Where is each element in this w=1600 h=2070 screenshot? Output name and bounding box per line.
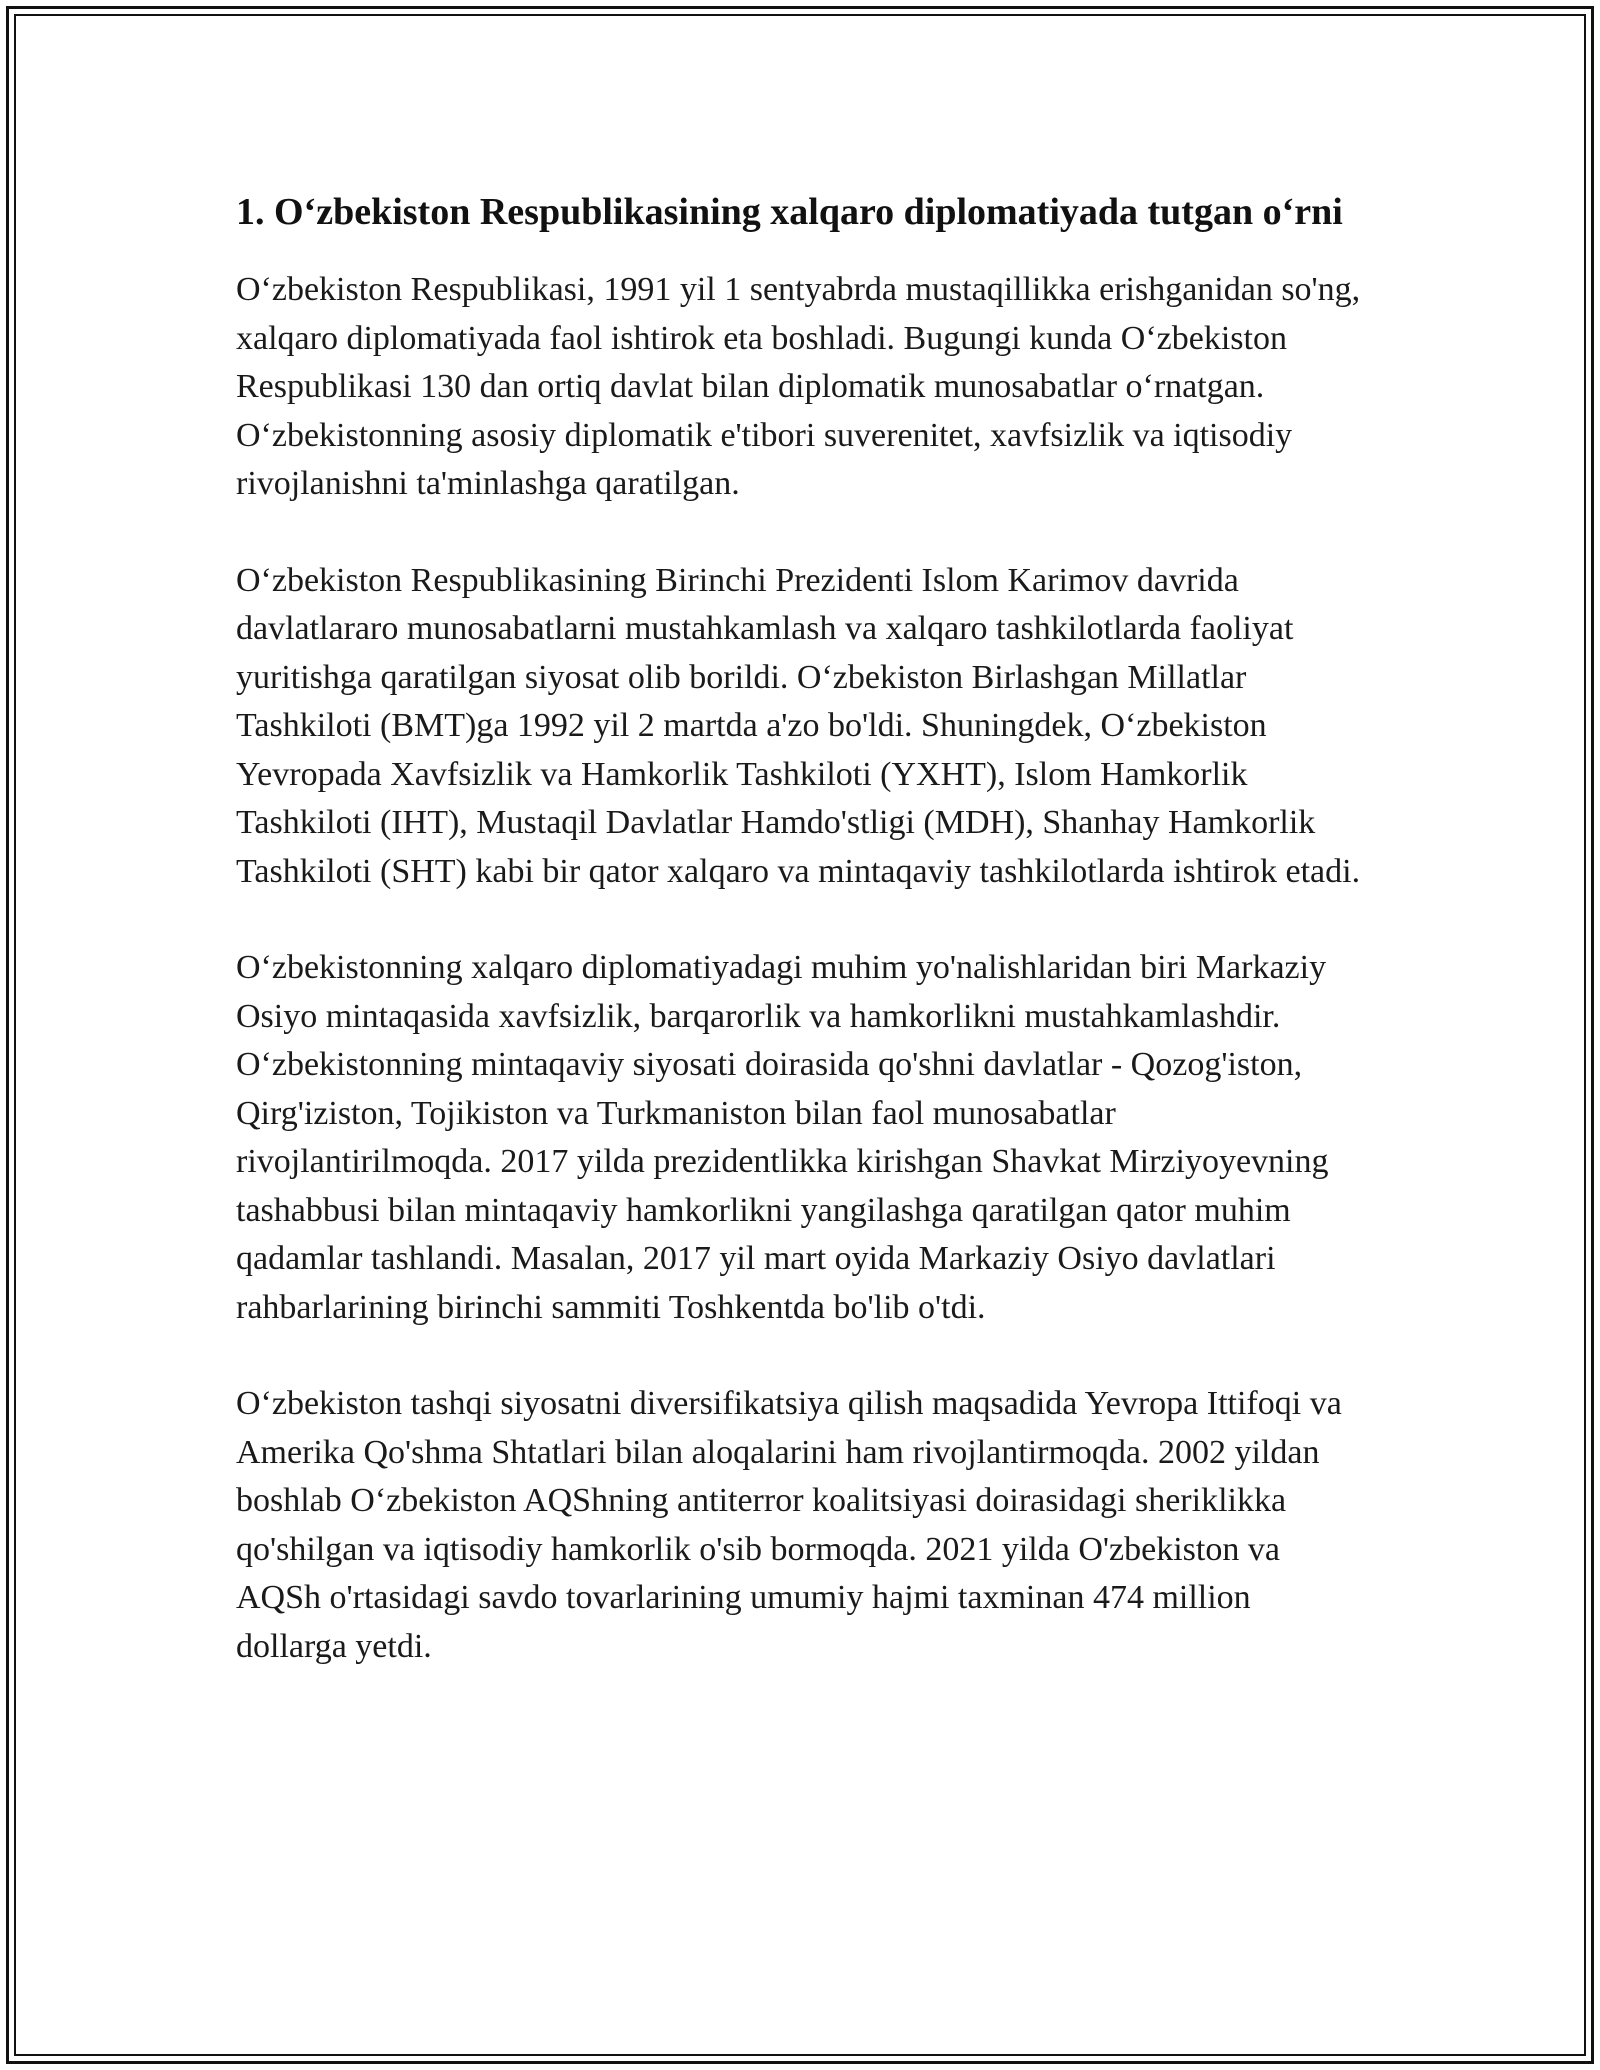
paragraph-2: O‘zbekiston Respublikasining Birinchi Prezidenti Islom Karimov davrida davlatlararo munosabatlarni mustahkamlash va xalqaro tashkilotlarda faoliyat yuritishga qaratilgan siyosat olib borildi. O‘zbekiston Birlashgan Millatlar Tashkiloti (BMT)ga 1992 yil 2 martda a'zo bo'ldi. Shuningdek, O‘zbekiston Yevropada Xavfsizlik va Hamkorlik Tashkiloti (YXHT), Islom Hamkorlik Tashkiloti (IHT), Mustaqil Davlatlar Hamdo'stligi (MDH), Shanhay Hamkorlik Tashkiloti (SHT) kabi bir qator xalqaro va mintaqaviy tashkilotlarda ishtirok etadi. bbox=[236, 561, 1361, 890]
paragraph-4: O‘zbekiston tashqi siyosatni diversifikatsiya qilish maqsadida Yevropa Ittifoqi va Amerika Qo'shma Shtatlari bilan aloqalarini ham rivojlantirmoqda. 2002 yildan boshlab O‘zbekiston AQShning antiterror koalitsiyasi doirasidagi sheriklikka qo'shilgan va iqtisodiy hamkorlik o'sib bormoqda. 2021 yilda O'zbekiston va AQSh o'rtasidagi savdo tovarlarining umumiy hajmi taxminan 474 million dollarga yetdi. bbox=[236, 1385, 1342, 1665]
paragraph-1: O‘zbekiston Respublikasi, 1991 yil 1 sentyabrda mustaqillikka erishganidan so'ng, xalqaro diplomatiyada faol ishtirok eta boshladi. Bugungi kunda O‘zbekiston Respublikasi 130 dan ortiq davlat bilan diplomatik munosabatlar o‘rnatgan. O‘zbekistonning asosiy diplomatik e'tibori suverenitet, xavfsizlik va iqtisodiy rivojlanishni ta'minlashga qaratilgan. bbox=[236, 271, 1361, 502]
document-body bbox=[236, 185, 1366, 1719]
paragraph-3: O‘zbekistonning xalqaro diplomatiyadagi muhim yo'nalishlaridan biri Markaziy Osiyo mintaqasida xavfsizlik, barqarorlik va hamkorlikni mustahkamlashdir. O‘zbekistonning mintaqaviy siyosati doirasida qo'shni davlatlar - Qozog'iston, Qirg'iziston, Tojikiston va Turkmaniston bilan faol munosabatlar rivojlantirilmoqda. 2017 yilda prezidentlikka kirishgan Shavkat Mirziyoyevning tashabbusi bilan mintaqaviy hamkorlikni yangilashga qaratilgan qator muhim qadamlar tashlandi. Masalan, 2017 yil mart oyida Markaziy Osiyo davlatlari rahbarlarining birinchi sammiti Toshkentda bo'lib o'tdi. bbox=[236, 949, 1329, 1326]
document-title: 1. O‘zbekiston Respublikasining xalqaro diplomatiyada tutgan o‘rni bbox=[236, 191, 1343, 233]
